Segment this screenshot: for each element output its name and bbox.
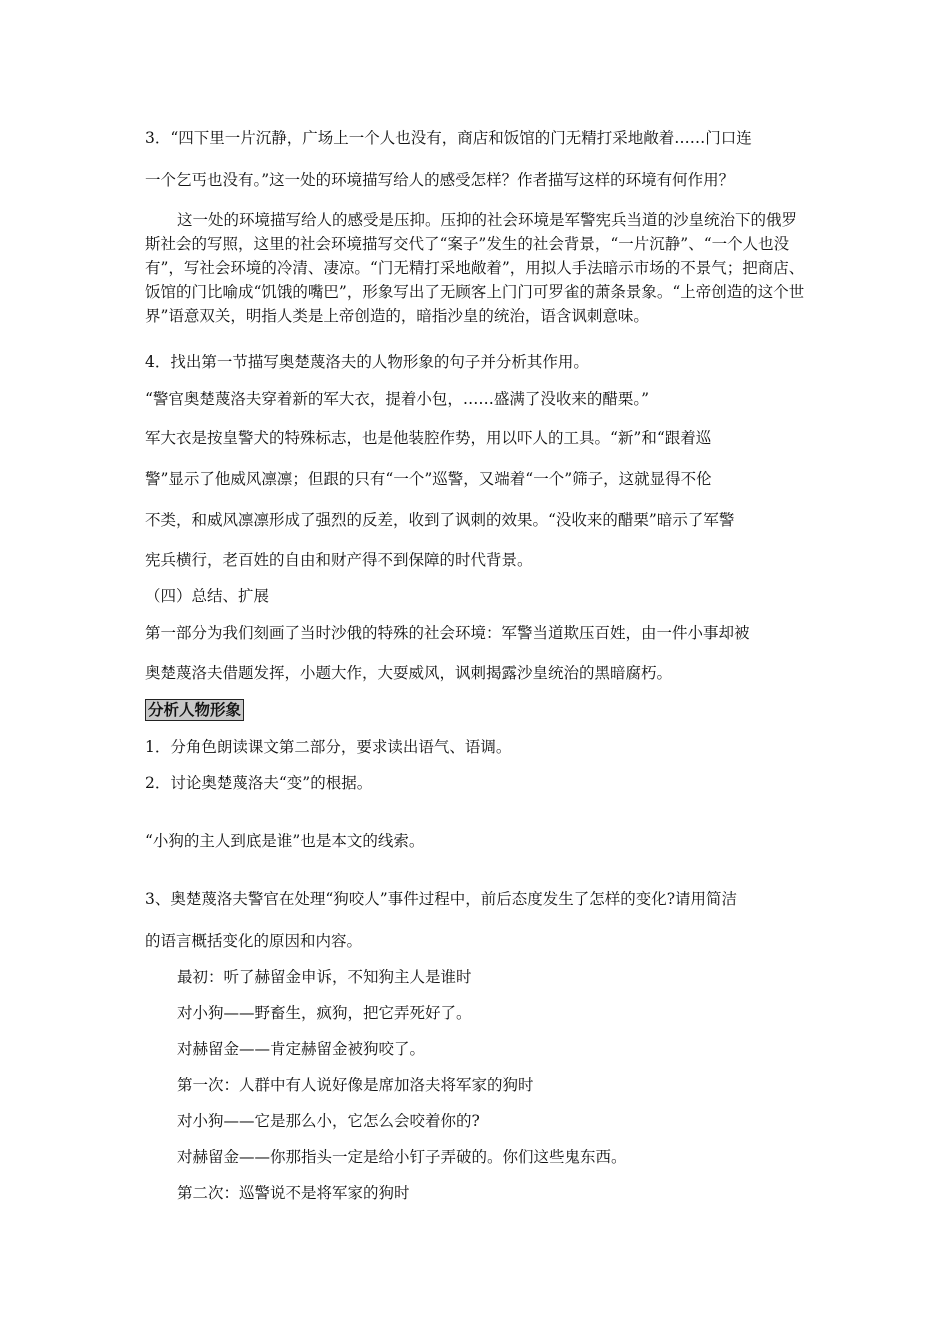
q4-answer-line-2: 警”显示了他威风凛凛；但跟的只有“一个”巡警，又端着“一个”筛子，这就显得不伦 — [145, 470, 712, 488]
section-4-line-2: 奥楚蔑洛夫借题发挥，小题大作，大耍威风，讽刺揭露沙皇统治的黑暗腐朽。 — [145, 664, 673, 682]
analysis-item-2: 2．讨论奥楚蔑洛夫“变”的根据。 — [145, 774, 373, 792]
q3-answer: 这一处的环境描写给人的感受是压抑。压抑的社会环境是军警宪兵当道的沙皇统治下的俄罗斯社会的写照，这里的社会环境描写交代了“案子”发生的社会背景，“一片沉静”、“一个人也没有”，写社会环境的冷清、凄凉。“门无精打采地敞着”，用拟人手法暗示市场的不景气；把商店、饭馆的门比喻成“饥饿的嘴巴”，形象写出了无顾客上门门可罗雀的萧条景象。“上帝创造的这个世界”语意双关，明指人类是上帝创造的，暗指沙皇的统治，语含讽刺意味。 — [145, 211, 805, 325]
change-line-7: 第二次：巡警说不是将军家的狗时 — [177, 1184, 410, 1202]
change-line-6: 对赫留金——你那指头一定是给小钉子弄破的。你们这些鬼东西。 — [177, 1148, 627, 1166]
analysis-clue: “小狗的主人到底是谁”也是本文的线索。 — [145, 832, 425, 850]
change-line-4: 第一次：人群中有人说好像是席加洛夫将军家的狗时 — [177, 1076, 534, 1094]
q4-question: 4．找出第一节描写奥楚蔑洛夫的人物形象的句子并分析其作用。 — [145, 353, 589, 371]
section-4-line-1: 第一部分为我们刻画了当时沙俄的特殊的社会环境：军警当道欺压百姓，由一件小事却被 — [145, 624, 750, 642]
change-line-5: 对小狗——它是那么小，它怎么会咬着你的? — [177, 1112, 480, 1130]
analysis-item-3-line-2: 的语言概括变化的原因和内容。 — [145, 932, 363, 950]
analysis-item-3-line-1: 3、奥楚蔑洛夫警官在处理“狗咬人”事件过程中，前后态度发生了怎样的变化?请用简洁 — [145, 890, 738, 908]
change-line-1: 最初：听了赫留金申诉，不知狗主人是谁时 — [177, 968, 472, 986]
q4-answer-line-1: 军大衣是按皇警犬的特殊标志，也是他装腔作势，用以吓人的工具。“新”和“跟着巡 — [145, 429, 712, 447]
q4-answer-line-3: 不类，和威风凛凛形成了强烈的反差，收到了讽刺的效果。“没收来的醋栗”暗示了军警 — [145, 511, 735, 529]
q3-line-2: 一个乞丐也没有。”这一处的环境描写给人的感受怎样？作者描写这样的环境有何作用？ — [145, 171, 735, 189]
analysis-heading: 分析人物形象 — [145, 699, 244, 721]
analysis-item-1: 1．分角色朗读课文第二部分，要求读出语气、语调。 — [145, 738, 512, 756]
change-line-2: 对小狗——野畜生，疯狗，把它弄死好了。 — [177, 1004, 472, 1022]
q4-quote: “警官奥楚蔑洛夫穿着新的军大衣，提着小包，……盛满了没收来的醋栗。” — [145, 390, 650, 408]
section-4-title: （四）总结、扩展 — [145, 587, 270, 605]
q4-answer-line-4: 宪兵横行，老百姓的自由和财产得不到保障的时代背景。 — [145, 551, 533, 569]
q3-line-1: 3．“四下里一片沉静，广场上一个人也没有，商店和饭馆的门无精打采地敞着……门口连 — [145, 129, 752, 147]
change-line-3: 对赫留金——肯定赫留金被狗咬了。 — [177, 1040, 426, 1058]
